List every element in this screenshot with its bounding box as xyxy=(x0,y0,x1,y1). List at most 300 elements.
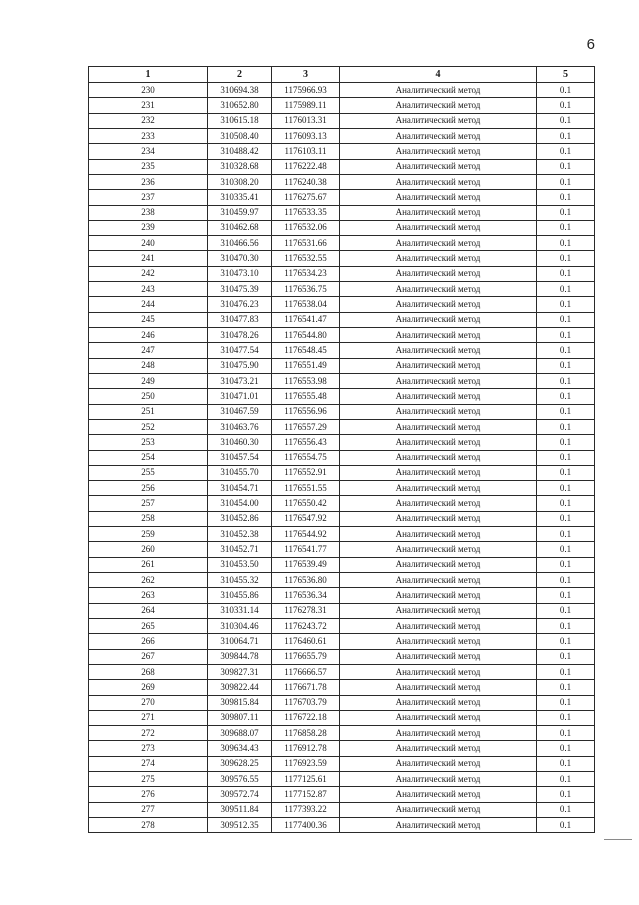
accuracy-cell: 0.1 xyxy=(537,618,595,633)
method-cell: Аналитический метод xyxy=(340,282,537,297)
method-cell: Аналитический метод xyxy=(340,358,537,373)
accuracy-cell: 0.1 xyxy=(537,236,595,251)
y-coordinate-cell: 1177152.87 xyxy=(272,787,340,802)
accuracy-cell: 0.1 xyxy=(537,496,595,511)
y-coordinate-cell: 1176532.06 xyxy=(272,220,340,235)
x-coordinate-cell: 310466.56 xyxy=(208,236,272,251)
y-coordinate-cell: 1176722.18 xyxy=(272,710,340,725)
y-coordinate-cell: 1177393.22 xyxy=(272,802,340,817)
accuracy-cell: 0.1 xyxy=(537,511,595,526)
table-row xyxy=(89,649,595,664)
x-coordinate-cell: 310335.41 xyxy=(208,190,272,205)
y-coordinate-cell: 1176536.80 xyxy=(272,573,340,588)
table-row xyxy=(89,634,595,649)
method-cell: Аналитический метод xyxy=(340,435,537,450)
x-coordinate-cell: 309807.11 xyxy=(208,710,272,725)
method-cell: Аналитический метод xyxy=(340,159,537,174)
table-row xyxy=(89,450,595,465)
table-row xyxy=(89,128,595,143)
point-number-cell: 246 xyxy=(89,328,208,343)
method-cell: Аналитический метод xyxy=(340,772,537,787)
method-cell: Аналитический метод xyxy=(340,343,537,358)
accuracy-cell: 0.1 xyxy=(537,588,595,603)
y-coordinate-cell: 1176533.35 xyxy=(272,205,340,220)
method-cell: Аналитический метод xyxy=(340,174,537,189)
method-cell: Аналитический метод xyxy=(340,527,537,542)
x-coordinate-cell: 310477.54 xyxy=(208,343,272,358)
y-coordinate-cell: 1176013.31 xyxy=(272,113,340,128)
x-coordinate-cell: 309572.74 xyxy=(208,787,272,802)
accuracy-cell: 0.1 xyxy=(537,251,595,266)
method-cell: Аналитический метод xyxy=(340,542,537,557)
y-coordinate-cell: 1176534.23 xyxy=(272,266,340,281)
x-coordinate-cell: 310475.90 xyxy=(208,358,272,373)
y-coordinate-cell: 1176912.78 xyxy=(272,741,340,756)
y-coordinate-cell: 1176544.92 xyxy=(272,527,340,542)
method-cell: Аналитический метод xyxy=(340,802,537,817)
x-coordinate-cell: 310331.14 xyxy=(208,603,272,618)
x-coordinate-cell: 310615.18 xyxy=(208,113,272,128)
method-cell: Аналитический метод xyxy=(340,190,537,205)
x-coordinate-cell: 310470.30 xyxy=(208,251,272,266)
method-cell: Аналитический метод xyxy=(340,710,537,725)
x-coordinate-cell: 309628.25 xyxy=(208,756,272,771)
x-coordinate-cell: 310328.68 xyxy=(208,159,272,174)
accuracy-cell: 0.1 xyxy=(537,741,595,756)
table-row xyxy=(89,220,595,235)
y-coordinate-cell: 1176671.78 xyxy=(272,680,340,695)
x-coordinate-cell: 310694.38 xyxy=(208,83,272,98)
method-cell: Аналитический метод xyxy=(340,251,537,266)
point-number-cell: 275 xyxy=(89,772,208,787)
method-cell: Аналитический метод xyxy=(340,573,537,588)
y-coordinate-cell: 1176536.75 xyxy=(272,282,340,297)
method-cell: Аналитический метод xyxy=(340,113,537,128)
y-coordinate-cell: 1176550.42 xyxy=(272,496,340,511)
accuracy-cell: 0.1 xyxy=(537,557,595,572)
x-coordinate-cell: 310473.10 xyxy=(208,266,272,281)
method-cell: Аналитический метод xyxy=(340,818,537,833)
point-number-cell: 254 xyxy=(89,450,208,465)
table-row xyxy=(89,511,595,526)
point-number-cell: 242 xyxy=(89,266,208,281)
table-row xyxy=(89,695,595,710)
x-coordinate-cell: 310064.71 xyxy=(208,634,272,649)
method-cell: Аналитический метод xyxy=(340,389,537,404)
method-cell: Аналитический метод xyxy=(340,695,537,710)
column-header-3: 3 xyxy=(272,67,340,83)
y-coordinate-cell: 1176556.43 xyxy=(272,435,340,450)
table-row xyxy=(89,542,595,557)
table-row xyxy=(89,113,595,128)
point-number-cell: 238 xyxy=(89,205,208,220)
y-coordinate-cell: 1175966.93 xyxy=(272,83,340,98)
point-number-cell: 270 xyxy=(89,695,208,710)
y-coordinate-cell: 1176547.92 xyxy=(272,511,340,526)
method-cell: Аналитический метод xyxy=(340,266,537,281)
point-number-cell: 268 xyxy=(89,664,208,679)
x-coordinate-cell: 309815.84 xyxy=(208,695,272,710)
accuracy-cell: 0.1 xyxy=(537,297,595,312)
y-coordinate-cell: 1176222.48 xyxy=(272,159,340,174)
accuracy-cell: 0.1 xyxy=(537,358,595,373)
table-row xyxy=(89,266,595,281)
x-coordinate-cell: 310455.32 xyxy=(208,573,272,588)
x-coordinate-cell: 309688.07 xyxy=(208,726,272,741)
method-cell: Аналитический метод xyxy=(340,128,537,143)
table-row xyxy=(89,190,595,205)
table-row xyxy=(89,358,595,373)
table-row xyxy=(89,205,595,220)
y-coordinate-cell: 1176275.67 xyxy=(272,190,340,205)
accuracy-cell: 0.1 xyxy=(537,481,595,496)
point-number-cell: 264 xyxy=(89,603,208,618)
point-number-cell: 255 xyxy=(89,465,208,480)
table-row xyxy=(89,496,595,511)
method-cell: Аналитический метод xyxy=(340,205,537,220)
y-coordinate-cell: 1176278.31 xyxy=(272,603,340,618)
table-row xyxy=(89,312,595,327)
point-number-cell: 231 xyxy=(89,98,208,113)
method-cell: Аналитический метод xyxy=(340,649,537,664)
accuracy-cell: 0.1 xyxy=(537,373,595,388)
page-number: 6 xyxy=(586,36,595,53)
point-number-cell: 237 xyxy=(89,190,208,205)
coordinates-table xyxy=(88,66,595,833)
y-coordinate-cell: 1176551.55 xyxy=(272,481,340,496)
y-coordinate-cell: 1176655.79 xyxy=(272,649,340,664)
y-coordinate-cell: 1176541.47 xyxy=(272,312,340,327)
method-cell: Аналитический метод xyxy=(340,297,537,312)
point-number-cell: 261 xyxy=(89,557,208,572)
y-coordinate-cell: 1176539.49 xyxy=(272,557,340,572)
x-coordinate-cell: 309827.31 xyxy=(208,664,272,679)
point-number-cell: 249 xyxy=(89,373,208,388)
point-number-cell: 241 xyxy=(89,251,208,266)
y-coordinate-cell: 1176553.98 xyxy=(272,373,340,388)
method-cell: Аналитический метод xyxy=(340,787,537,802)
stray-mark xyxy=(604,839,632,840)
y-coordinate-cell: 1176858.28 xyxy=(272,726,340,741)
table-row xyxy=(89,83,595,98)
method-cell: Аналитический метод xyxy=(340,465,537,480)
table-row xyxy=(89,588,595,603)
table-row xyxy=(89,174,595,189)
table-row xyxy=(89,282,595,297)
point-number-cell: 260 xyxy=(89,542,208,557)
point-number-cell: 240 xyxy=(89,236,208,251)
accuracy-cell: 0.1 xyxy=(537,328,595,343)
table-row xyxy=(89,328,595,343)
y-coordinate-cell: 1176541.77 xyxy=(272,542,340,557)
table-row xyxy=(89,573,595,588)
method-cell: Аналитический метод xyxy=(340,756,537,771)
y-coordinate-cell: 1176531.66 xyxy=(272,236,340,251)
column-header-1: 1 xyxy=(89,67,208,83)
x-coordinate-cell: 310454.71 xyxy=(208,481,272,496)
table-row xyxy=(89,527,595,542)
accuracy-cell: 0.1 xyxy=(537,435,595,450)
point-number-cell: 259 xyxy=(89,527,208,542)
table-row xyxy=(89,710,595,725)
y-coordinate-cell: 1176532.55 xyxy=(272,251,340,266)
x-coordinate-cell: 310459.97 xyxy=(208,205,272,220)
point-number-cell: 239 xyxy=(89,220,208,235)
y-coordinate-cell: 1176103.11 xyxy=(272,144,340,159)
x-coordinate-cell: 309634.43 xyxy=(208,741,272,756)
x-coordinate-cell: 310476.23 xyxy=(208,297,272,312)
y-coordinate-cell: 1176555.48 xyxy=(272,389,340,404)
point-number-cell: 234 xyxy=(89,144,208,159)
method-cell: Аналитический метод xyxy=(340,726,537,741)
point-number-cell: 256 xyxy=(89,481,208,496)
point-number-cell: 252 xyxy=(89,419,208,434)
table-row xyxy=(89,726,595,741)
x-coordinate-cell: 310455.86 xyxy=(208,588,272,603)
point-number-cell: 274 xyxy=(89,756,208,771)
table-row xyxy=(89,144,595,159)
method-cell: Аналитический метод xyxy=(340,144,537,159)
point-number-cell: 248 xyxy=(89,358,208,373)
x-coordinate-cell: 310463.76 xyxy=(208,419,272,434)
x-coordinate-cell: 310471.01 xyxy=(208,389,272,404)
table-row xyxy=(89,435,595,450)
accuracy-cell: 0.1 xyxy=(537,680,595,695)
x-coordinate-cell: 310652.80 xyxy=(208,98,272,113)
point-number-cell: 276 xyxy=(89,787,208,802)
method-cell: Аналитический метод xyxy=(340,588,537,603)
method-cell: Аналитический метод xyxy=(340,481,537,496)
accuracy-cell: 0.1 xyxy=(537,205,595,220)
accuracy-cell: 0.1 xyxy=(537,174,595,189)
accuracy-cell: 0.1 xyxy=(537,98,595,113)
x-coordinate-cell: 309822.44 xyxy=(208,680,272,695)
accuracy-cell: 0.1 xyxy=(537,756,595,771)
point-number-cell: 250 xyxy=(89,389,208,404)
point-number-cell: 244 xyxy=(89,297,208,312)
y-coordinate-cell: 1176551.49 xyxy=(272,358,340,373)
method-cell: Аналитический метод xyxy=(340,83,537,98)
y-coordinate-cell: 1176538.04 xyxy=(272,297,340,312)
method-cell: Аналитический метод xyxy=(340,741,537,756)
method-cell: Аналитический метод xyxy=(340,634,537,649)
table-row xyxy=(89,680,595,695)
table-row xyxy=(89,756,595,771)
method-cell: Аналитический метод xyxy=(340,220,537,235)
method-cell: Аналитический метод xyxy=(340,419,537,434)
accuracy-cell: 0.1 xyxy=(537,542,595,557)
method-cell: Аналитический метод xyxy=(340,511,537,526)
x-coordinate-cell: 310475.39 xyxy=(208,282,272,297)
point-number-cell: 247 xyxy=(89,343,208,358)
accuracy-cell: 0.1 xyxy=(537,603,595,618)
x-coordinate-cell: 310452.71 xyxy=(208,542,272,557)
x-coordinate-cell: 310477.83 xyxy=(208,312,272,327)
table-row xyxy=(89,159,595,174)
x-coordinate-cell: 310460.30 xyxy=(208,435,272,450)
method-cell: Аналитический метод xyxy=(340,312,537,327)
table-row xyxy=(89,802,595,817)
point-number-cell: 258 xyxy=(89,511,208,526)
point-number-cell: 230 xyxy=(89,83,208,98)
accuracy-cell: 0.1 xyxy=(537,710,595,725)
point-number-cell: 265 xyxy=(89,618,208,633)
accuracy-cell: 0.1 xyxy=(537,450,595,465)
method-cell: Аналитический метод xyxy=(340,557,537,572)
y-coordinate-cell: 1177125.61 xyxy=(272,772,340,787)
x-coordinate-cell: 309844.78 xyxy=(208,649,272,664)
accuracy-cell: 0.1 xyxy=(537,83,595,98)
accuracy-cell: 0.1 xyxy=(537,802,595,817)
accuracy-cell: 0.1 xyxy=(537,144,595,159)
point-number-cell: 272 xyxy=(89,726,208,741)
accuracy-cell: 0.1 xyxy=(537,159,595,174)
method-cell: Аналитический метод xyxy=(340,496,537,511)
y-coordinate-cell: 1176243.72 xyxy=(272,618,340,633)
x-coordinate-cell: 310457.54 xyxy=(208,450,272,465)
x-coordinate-cell: 310454.00 xyxy=(208,496,272,511)
method-cell: Аналитический метод xyxy=(340,680,537,695)
column-header-2: 2 xyxy=(208,67,272,83)
accuracy-cell: 0.1 xyxy=(537,695,595,710)
x-coordinate-cell: 309512.35 xyxy=(208,818,272,833)
point-number-cell: 262 xyxy=(89,573,208,588)
table-header-row xyxy=(89,67,595,83)
accuracy-cell: 0.1 xyxy=(537,573,595,588)
table-row xyxy=(89,297,595,312)
accuracy-cell: 0.1 xyxy=(537,389,595,404)
point-number-cell: 243 xyxy=(89,282,208,297)
point-number-cell: 271 xyxy=(89,710,208,725)
accuracy-cell: 0.1 xyxy=(537,312,595,327)
method-cell: Аналитический метод xyxy=(340,404,537,419)
y-coordinate-cell: 1176544.80 xyxy=(272,328,340,343)
table-row xyxy=(89,373,595,388)
point-number-cell: 236 xyxy=(89,174,208,189)
accuracy-cell: 0.1 xyxy=(537,527,595,542)
column-header-4: 4 xyxy=(340,67,537,83)
method-cell: Аналитический метод xyxy=(340,603,537,618)
point-number-cell: 278 xyxy=(89,818,208,833)
x-coordinate-cell: 310488.42 xyxy=(208,144,272,159)
accuracy-cell: 0.1 xyxy=(537,772,595,787)
x-coordinate-cell: 309576.55 xyxy=(208,772,272,787)
x-coordinate-cell: 310453.50 xyxy=(208,557,272,572)
x-coordinate-cell: 310452.86 xyxy=(208,511,272,526)
x-coordinate-cell: 310508.40 xyxy=(208,128,272,143)
point-number-cell: 267 xyxy=(89,649,208,664)
point-number-cell: 266 xyxy=(89,634,208,649)
method-cell: Аналитический метод xyxy=(340,450,537,465)
method-cell: Аналитический метод xyxy=(340,664,537,679)
point-number-cell: 257 xyxy=(89,496,208,511)
point-number-cell: 232 xyxy=(89,113,208,128)
point-number-cell: 233 xyxy=(89,128,208,143)
table-row xyxy=(89,481,595,496)
y-coordinate-cell: 1176703.79 xyxy=(272,695,340,710)
table-row xyxy=(89,557,595,572)
accuracy-cell: 0.1 xyxy=(537,282,595,297)
table-row xyxy=(89,98,595,113)
accuracy-cell: 0.1 xyxy=(537,419,595,434)
accuracy-cell: 0.1 xyxy=(537,726,595,741)
accuracy-cell: 0.1 xyxy=(537,787,595,802)
x-coordinate-cell: 310478.26 xyxy=(208,328,272,343)
y-coordinate-cell: 1176460.61 xyxy=(272,634,340,649)
method-cell: Аналитический метод xyxy=(340,373,537,388)
point-number-cell: 273 xyxy=(89,741,208,756)
y-coordinate-cell: 1176556.96 xyxy=(272,404,340,419)
y-coordinate-cell: 1176548.45 xyxy=(272,343,340,358)
y-coordinate-cell: 1176554.75 xyxy=(272,450,340,465)
table-row xyxy=(89,618,595,633)
x-coordinate-cell: 310473.21 xyxy=(208,373,272,388)
accuracy-cell: 0.1 xyxy=(537,818,595,833)
accuracy-cell: 0.1 xyxy=(537,404,595,419)
x-coordinate-cell: 309511.84 xyxy=(208,802,272,817)
table-row xyxy=(89,772,595,787)
method-cell: Аналитический метод xyxy=(340,98,537,113)
y-coordinate-cell: 1176536.34 xyxy=(272,588,340,603)
y-coordinate-cell: 1176666.57 xyxy=(272,664,340,679)
table-row xyxy=(89,741,595,756)
accuracy-cell: 0.1 xyxy=(537,266,595,281)
table-row xyxy=(89,404,595,419)
method-cell: Аналитический метод xyxy=(340,328,537,343)
table-body xyxy=(89,83,595,833)
y-coordinate-cell: 1176240.38 xyxy=(272,174,340,189)
x-coordinate-cell: 310467.59 xyxy=(208,404,272,419)
y-coordinate-cell: 1176552.91 xyxy=(272,465,340,480)
accuracy-cell: 0.1 xyxy=(537,664,595,679)
point-number-cell: 277 xyxy=(89,802,208,817)
table-row xyxy=(89,818,595,833)
point-number-cell: 269 xyxy=(89,680,208,695)
y-coordinate-cell: 1177400.36 xyxy=(272,818,340,833)
point-number-cell: 251 xyxy=(89,404,208,419)
accuracy-cell: 0.1 xyxy=(537,128,595,143)
point-number-cell: 235 xyxy=(89,159,208,174)
accuracy-cell: 0.1 xyxy=(537,343,595,358)
y-coordinate-cell: 1175989.11 xyxy=(272,98,340,113)
table-row xyxy=(89,419,595,434)
accuracy-cell: 0.1 xyxy=(537,649,595,664)
x-coordinate-cell: 310308.20 xyxy=(208,174,272,189)
accuracy-cell: 0.1 xyxy=(537,113,595,128)
x-coordinate-cell: 310462.68 xyxy=(208,220,272,235)
table-row xyxy=(89,465,595,480)
accuracy-cell: 0.1 xyxy=(537,190,595,205)
column-header-5: 5 xyxy=(537,67,595,83)
table-row xyxy=(89,251,595,266)
table-row xyxy=(89,664,595,679)
table-row xyxy=(89,787,595,802)
method-cell: Аналитический метод xyxy=(340,618,537,633)
y-coordinate-cell: 1176557.29 xyxy=(272,419,340,434)
method-cell: Аналитический метод xyxy=(340,236,537,251)
accuracy-cell: 0.1 xyxy=(537,465,595,480)
point-number-cell: 245 xyxy=(89,312,208,327)
point-number-cell: 263 xyxy=(89,588,208,603)
table-row xyxy=(89,603,595,618)
table-row xyxy=(89,389,595,404)
y-coordinate-cell: 1176093.13 xyxy=(272,128,340,143)
x-coordinate-cell: 310455.70 xyxy=(208,465,272,480)
accuracy-cell: 0.1 xyxy=(537,220,595,235)
x-coordinate-cell: 310452.38 xyxy=(208,527,272,542)
accuracy-cell: 0.1 xyxy=(537,634,595,649)
table-row xyxy=(89,236,595,251)
